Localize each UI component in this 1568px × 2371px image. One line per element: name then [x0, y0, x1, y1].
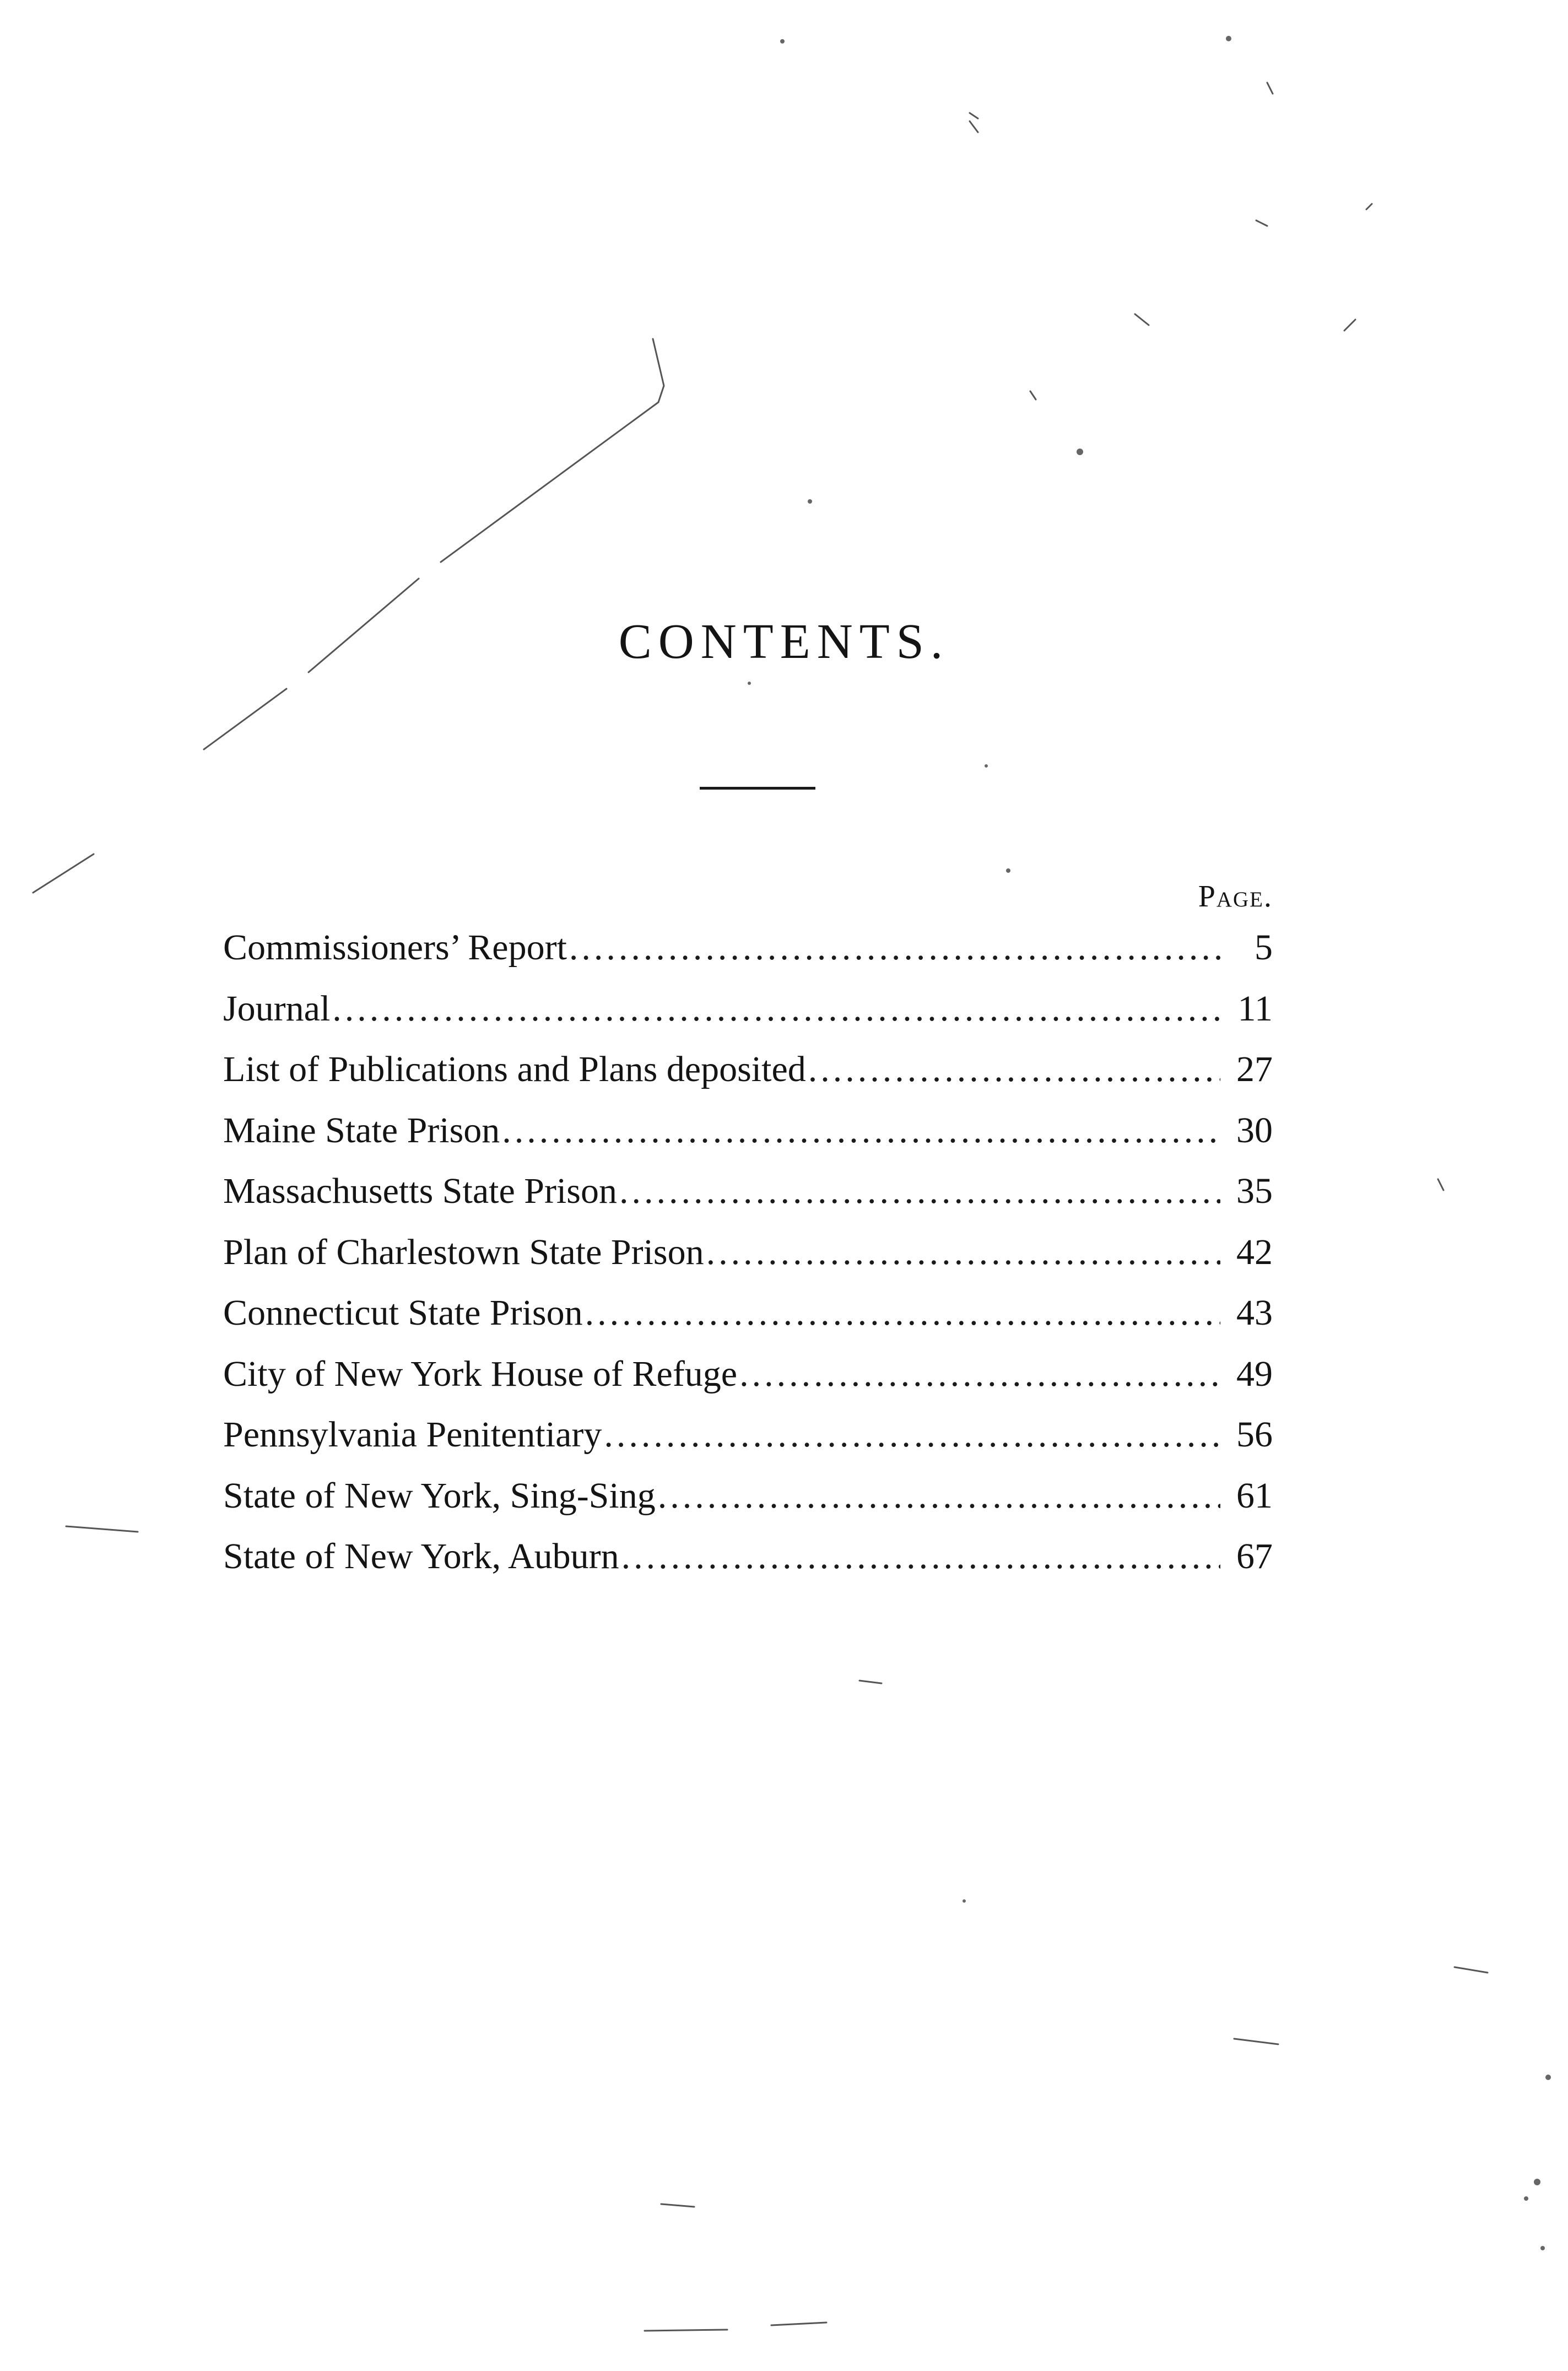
- toc-entry: [223, 1466, 1273, 1527]
- dot-leader: [706, 1222, 1220, 1283]
- toc-entry-page: 42: [1236, 1232, 1273, 1272]
- toc-entry: [223, 1161, 1273, 1222]
- dot-leader: [658, 1466, 1220, 1526]
- toc-entry: [223, 1039, 1273, 1100]
- toc-entry-page: 67: [1236, 1536, 1273, 1576]
- dot-leader: [619, 1161, 1220, 1222]
- toc-entry-title: Plan of Charlestown State Prison: [223, 1232, 704, 1272]
- page-column-label: Page.: [1198, 879, 1273, 914]
- toc-entry-page: 56: [1236, 1414, 1273, 1455]
- toc-entry-title: State of New York, Sing-Sing: [223, 1475, 656, 1516]
- dot-leader: [502, 1100, 1220, 1161]
- toc-entry-page: 49: [1236, 1353, 1273, 1394]
- toc-entry-page: 11: [1237, 988, 1273, 1029]
- toc-entry-page: 5: [1255, 927, 1273, 968]
- toc-entry-title: Connecticut State Prison: [223, 1293, 583, 1333]
- toc-entry: [223, 1344, 1273, 1405]
- toc-entry-page: 30: [1236, 1110, 1273, 1151]
- dot-leader: [621, 1526, 1220, 1587]
- toc-entry: [223, 979, 1273, 1040]
- toc-entry-title: Journal: [223, 988, 331, 1029]
- toc-entry-title: List of Publications and Plans deposited: [223, 1049, 806, 1089]
- toc-entry: [223, 1222, 1273, 1283]
- toc-entry: [223, 1100, 1273, 1162]
- dot-leader: [332, 979, 1220, 1039]
- toc-entry: [223, 917, 1273, 979]
- toc-entry: [223, 1283, 1273, 1344]
- dot-leader: [604, 1405, 1220, 1465]
- toc-entry-title: Maine State Prison: [223, 1110, 500, 1151]
- page-title: CONTENTS.: [618, 614, 950, 669]
- toc-entry-title: Pennsylvania Penitentiary: [223, 1414, 602, 1455]
- toc-entry-page: 27: [1236, 1049, 1273, 1089]
- toc-entry-page: 61: [1236, 1475, 1273, 1516]
- toc-entry: [223, 1526, 1273, 1587]
- dot-leader: [569, 917, 1220, 978]
- toc-entry-title: City of New York House of Refuge: [223, 1353, 738, 1394]
- toc-entry-page: 35: [1236, 1171, 1273, 1211]
- toc-entry-title: Massachusetts State Prison: [223, 1171, 617, 1211]
- dot-leader: [739, 1344, 1220, 1405]
- toc-entry-title: Commissioners’ Report: [223, 927, 567, 968]
- toc-entry: [223, 1405, 1273, 1466]
- table-of-contents: [223, 917, 1273, 1587]
- toc-entry-title: State of New York, Auburn: [223, 1536, 619, 1576]
- dot-leader: [585, 1283, 1220, 1343]
- toc-entry-page: 43: [1236, 1293, 1273, 1333]
- dot-leader: [808, 1039, 1220, 1100]
- title-rule: [700, 787, 815, 790]
